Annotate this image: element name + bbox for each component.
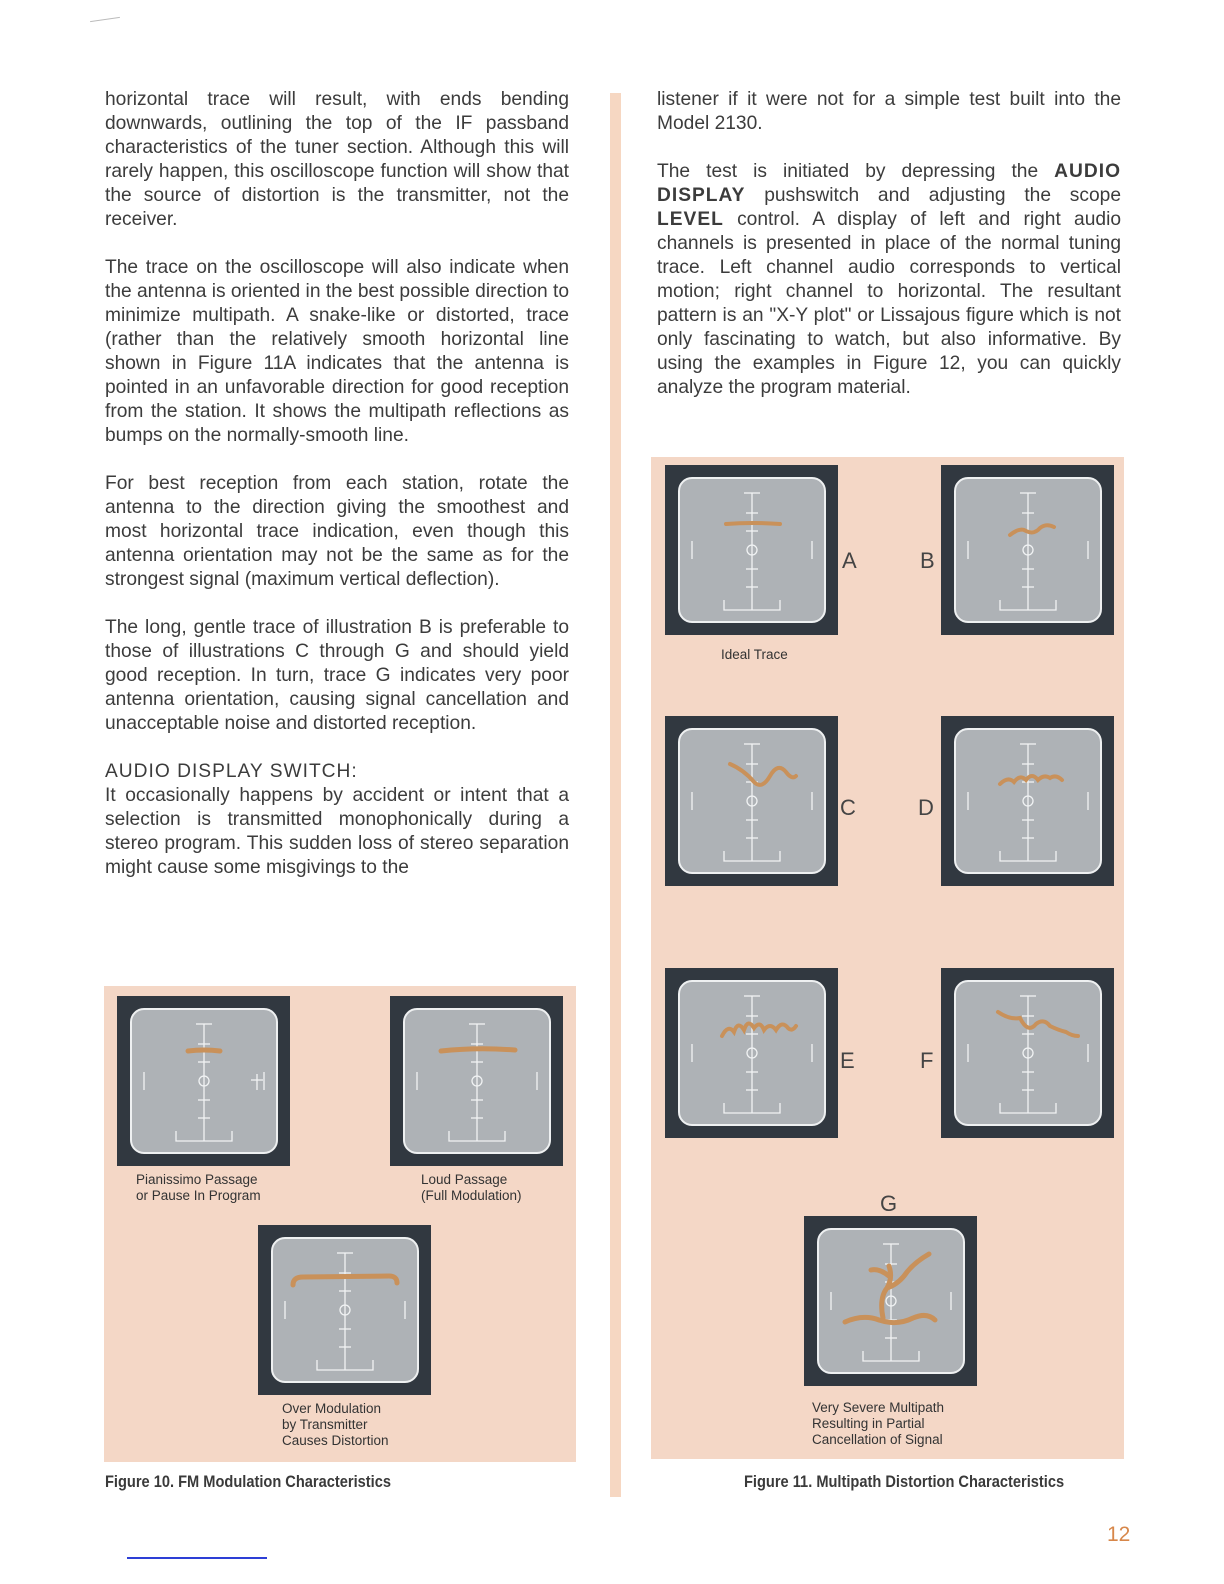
paragraph: horizontal trace will result, with ends bending downwards, outlining the top of the IF passband characteristics of the tuner section. Although this will rarely happen, this oscilloscope function will show that the source of distortion is the transmitter, not the receiver.: [105, 89, 569, 230]
scope-screen: [130, 1008, 278, 1154]
scope-d: [941, 716, 1114, 886]
paragraph: For best reception from each station, rotate the antenna to the direction giving the smoothest and most horizontal trace indication, even though this antenna orientation may not be the same as for the strongest signal (maximum vertical deflection).: [105, 473, 569, 590]
trace: [441, 1049, 515, 1051]
scope-a: [665, 465, 838, 635]
letter-g: G: [880, 1191, 898, 1216]
label-very-severe: Very Severe Multipath Resulting in Partial Cancellation of Signal: [812, 1400, 945, 1447]
scope-b: [941, 465, 1114, 635]
letter-b: B: [920, 548, 935, 573]
keyword-audio-display: AUDIO DISPLAY: [657, 161, 1121, 206]
trace: [188, 1050, 220, 1051]
trace: [726, 523, 780, 524]
letter-d: D: [918, 795, 934, 820]
scope-loud: [390, 996, 563, 1166]
paragraph: listener if it were not for a simple test built into the Model 2130.: [657, 89, 1121, 134]
label-over-modulation: Over Modulation by Transmitter Causes Distortion: [282, 1401, 389, 1448]
footer-rule: [127, 1557, 267, 1559]
scope-screen: [954, 728, 1102, 874]
left-column: [105, 88, 569, 904]
right-column: [657, 88, 1121, 424]
letter-e: E: [840, 1048, 855, 1073]
scope-screen: [678, 728, 826, 874]
paragraph: It occasionally happens by accident or intent that a selection is transmitted monophonically during a stereo program. This sudden loss of stereo separation might cause some misgivings to the: [105, 785, 569, 878]
scan-corner-mark: [90, 17, 120, 22]
scope-screen: [954, 980, 1102, 1126]
scope-screen: [678, 477, 826, 623]
scope-g: [804, 1216, 977, 1386]
label-ideal-trace: Ideal Trace: [721, 647, 788, 662]
figure11-caption: Figure 11. Multipath Distortion Characteristics: [744, 1472, 1065, 1491]
keyword-level: LEVEL: [657, 209, 724, 230]
scope-f: [941, 968, 1114, 1138]
scope-pianissimo: [117, 996, 290, 1166]
scope-c: [665, 716, 838, 886]
letter-f: F: [920, 1048, 934, 1073]
figure10-caption: Figure 10. FM Modulation Characteristics: [105, 1472, 391, 1491]
column-divider: [610, 93, 621, 1497]
scope-screen: [403, 1008, 551, 1154]
page-number: 12: [1107, 1523, 1131, 1546]
paragraph: The long, gentle trace of illustration B is preferable to those of illustrations C through G and should yield good reception. In turn, trace G indicates very poor antenna orientation, causing signal cancellation and unacceptable noise and distorted reception.: [105, 617, 569, 734]
scope-screen: [678, 980, 826, 1126]
scope-screen: [817, 1228, 965, 1374]
letter-c: C: [840, 795, 856, 820]
scope-screen: [954, 477, 1102, 623]
letter-a: A: [842, 548, 857, 573]
scope-screen: [271, 1237, 419, 1383]
scope-e: [665, 968, 838, 1138]
scope-over-modulation: [258, 1225, 431, 1395]
section-heading: AUDIO DISPLAY SWITCH:: [105, 761, 358, 782]
label-loud: Loud Passage (Full Modulation): [421, 1172, 522, 1203]
paragraph: The test is initiated by depressing the AUDIO DISPLAY pushswitch and adjusting the scope LEVEL control. A display of left and right audio channels is presented in place of the normal tuning trace. Left channel audio corresponds to vertical motion; right channel to horizontal. The resultant pattern is an "X-Y plot" or Lissajous figure which is not only fascinating to watch, but also informative. By using the examples in Figure 12, you can quickly analyze the program material.: [657, 161, 1121, 398]
label-pianissimo: Pianissimo Passage or Pause In Program: [136, 1172, 261, 1203]
paragraph: The trace on the oscilloscope will also indicate when the antenna is oriented in the best possible direction to minimize multipath. A snake-like or distorted, trace (rather than the relatively smooth horizontal line shown in Figure 11A indicates that the antenna is pointed in an unfavorable direction for good reception from the station. It shows the multipath reflections as bumps on the normally-smooth line.: [105, 257, 570, 446]
